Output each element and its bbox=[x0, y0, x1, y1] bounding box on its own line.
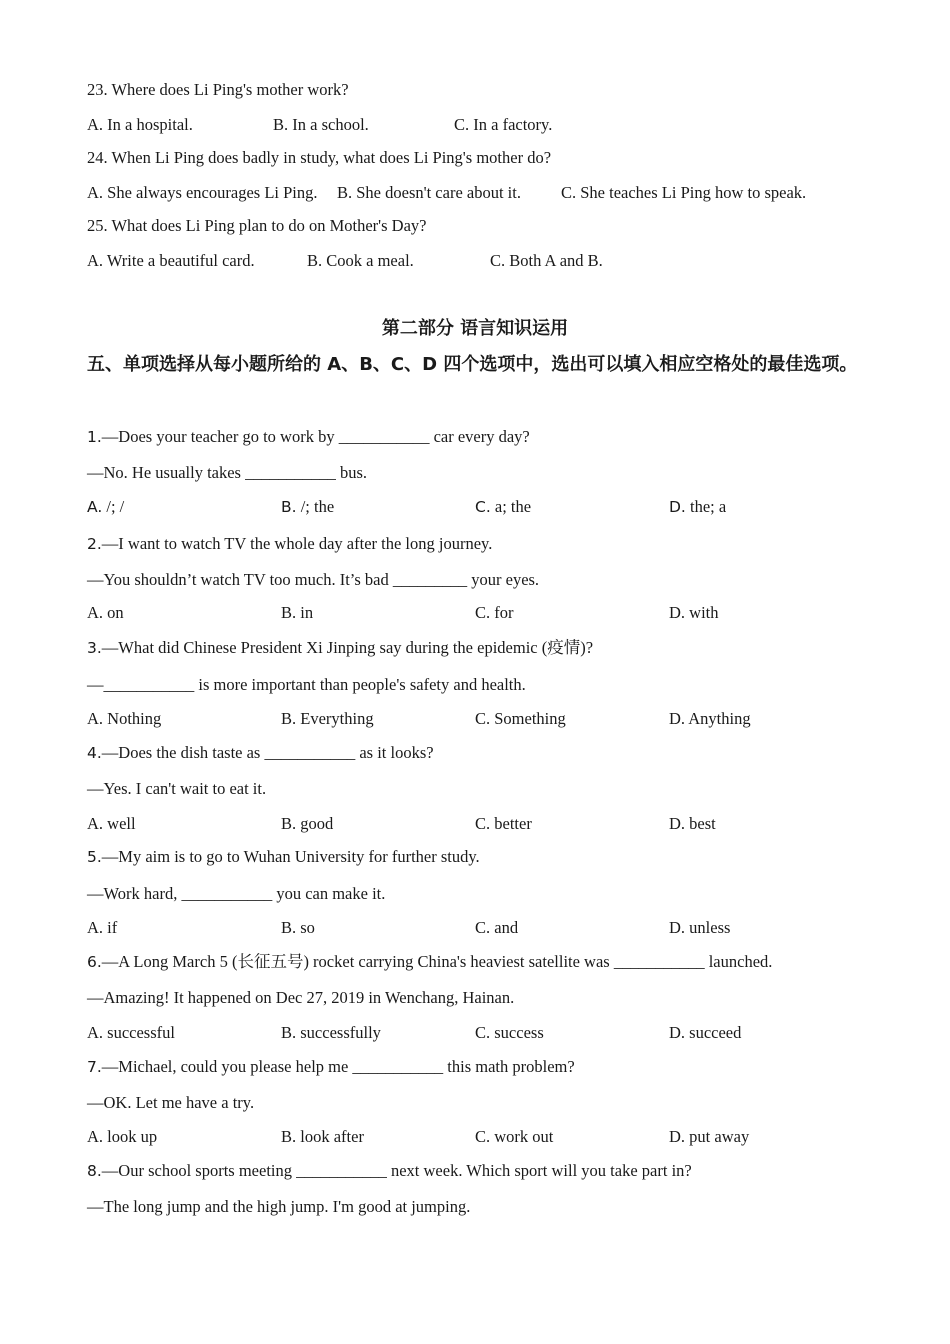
q25-option-a: A. Write a beautiful card. bbox=[87, 251, 255, 270]
q25-question: 25. What does Li Ping plan to do on Mother's Day? bbox=[87, 216, 427, 235]
q24-question: 24. When Li Ping does badly in study, what does Li Ping's mother do? bbox=[87, 148, 552, 167]
question-2-option-c: C. for bbox=[475, 603, 514, 622]
question-5-option-a: A. if bbox=[87, 918, 118, 937]
question-number: 5. bbox=[87, 848, 102, 866]
question-3-option-c: C. Something bbox=[475, 709, 566, 728]
q24-option-c: C. She teaches Li Ping how to speak. bbox=[561, 183, 807, 202]
question-2-option-a: A. on bbox=[87, 603, 124, 622]
q23-question: 23. Where does Li Ping's mother work? bbox=[87, 80, 349, 99]
question-2-option-d: D. with bbox=[669, 603, 719, 622]
question-7-line2: —OK. Let me have a try. bbox=[87, 1093, 255, 1112]
question-number: 2. bbox=[87, 535, 102, 553]
question-3-line2: —___________ is more important than people's safety and health. bbox=[87, 675, 526, 694]
q25-option-b: B. Cook a meal. bbox=[307, 251, 414, 270]
q23-option-c: C. In a factory. bbox=[454, 115, 553, 134]
question-7-option-d: D. put away bbox=[669, 1127, 750, 1146]
question-8-line2: —The long jump and the high jump. I'm good at jumping. bbox=[87, 1197, 471, 1216]
question-1-option-b: B. /; the bbox=[281, 497, 335, 516]
question-7-option-b: B. look after bbox=[281, 1127, 364, 1146]
question-1-option-a: A. /; / bbox=[87, 497, 125, 516]
question-6-option-a: A. successful bbox=[87, 1023, 175, 1042]
question-number: 7. bbox=[87, 1058, 102, 1076]
question-4-option-b: B. good bbox=[281, 814, 334, 833]
question-number: 8. bbox=[87, 1162, 102, 1180]
question-6-option-b: B. successfully bbox=[281, 1023, 381, 1042]
question-5-option-c: C. and bbox=[475, 918, 519, 937]
question-5-option-d: D. unless bbox=[669, 918, 731, 937]
question-7-option-a: A. look up bbox=[87, 1127, 158, 1146]
question-4-line2: —Yes. I can't wait to eat it. bbox=[87, 779, 267, 798]
q24-option-b: B. She doesn't care about it. bbox=[337, 183, 521, 202]
question-number: 6. bbox=[87, 953, 102, 971]
question-7-line1: 7.—Michael, could you please help me ___________ this math problem? bbox=[87, 1057, 575, 1076]
question-4-option-c: C. better bbox=[475, 814, 532, 833]
question-5-option-b: B. so bbox=[281, 918, 315, 937]
question-6-line2: —Amazing! It happened on Dec 27, 2019 in Wenchang, Hainan. bbox=[87, 988, 515, 1007]
question-1-line2: —No. He usually takes ___________ bus. bbox=[87, 463, 368, 482]
question-1-option-c: C. a; the bbox=[475, 497, 532, 516]
question-2-line1: 2.—I want to watch TV the whole day after the long journey. bbox=[87, 534, 493, 553]
question-number: 1. bbox=[87, 428, 102, 446]
question-5-line2: —Work hard, ___________ you can make it. bbox=[87, 884, 386, 903]
question-1-option-d: D. the; a bbox=[669, 497, 727, 516]
question-3-line1: 3.—What did Chinese President Xi Jinping say during the epidemic (疫情)? bbox=[87, 638, 594, 657]
question-3-option-a: A. Nothing bbox=[87, 709, 162, 728]
question-3-option-d: D. Anything bbox=[669, 709, 751, 728]
q24-option-a: A. She always encourages Li Ping. bbox=[87, 183, 318, 202]
question-5-line1: 5.—My aim is to go to Wuhan University for further study. bbox=[87, 847, 480, 866]
q23-option-a: A. In a hospital. bbox=[87, 115, 193, 134]
question-number: 3. bbox=[87, 639, 102, 657]
question-8-line1: 8.—Our school sports meeting ___________ next week. Which sport will you take part in? bbox=[87, 1161, 692, 1180]
question-3-option-b: B. Everything bbox=[281, 709, 374, 728]
part2-instruction: 五、单项选择从每小题所给的 A、B、C、D 四个选项中，选出可以填入相应空格处的最佳选项。 bbox=[87, 354, 858, 375]
q23-option-b: B. In a school. bbox=[273, 115, 369, 134]
question-4-option-d: D. best bbox=[669, 814, 716, 833]
q25-option-c: C. Both A and B. bbox=[490, 251, 603, 270]
question-1-line1: 1.—Does your teacher go to work by ___________ car every day? bbox=[87, 427, 530, 446]
question-6-option-c: C. success bbox=[475, 1023, 544, 1042]
question-number: 4. bbox=[87, 744, 102, 762]
question-6-option-d: D. succeed bbox=[669, 1023, 742, 1042]
part2-title: 第二部分 语言知识运用 bbox=[381, 318, 569, 339]
question-6-line1: 6.—A Long March 5 (长征五号) rocket carrying China's heaviest satellite was ___________ launched. bbox=[87, 952, 773, 971]
question-4-option-a: A. well bbox=[87, 814, 136, 833]
question-2-option-b: B. in bbox=[281, 603, 314, 622]
question-2-line2: —You shouldn’t watch TV too much. It’s bad _________ your eyes. bbox=[87, 570, 540, 589]
question-4-line1: 4.—Does the dish taste as ___________ as it looks? bbox=[87, 743, 434, 762]
question-7-option-c: C. work out bbox=[475, 1127, 554, 1146]
